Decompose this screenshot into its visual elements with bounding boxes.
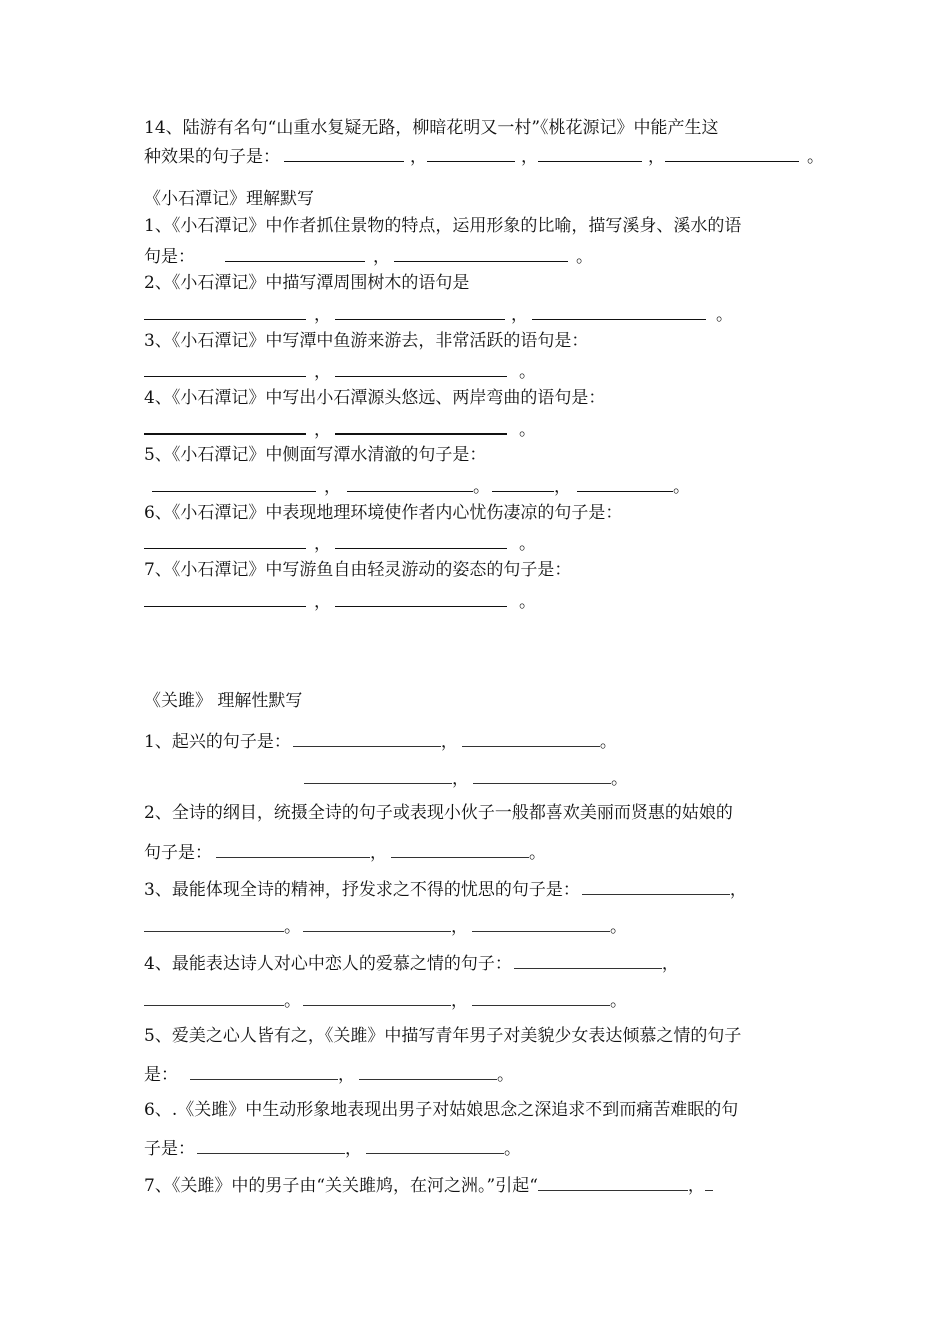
gj-q2-line1: 2、全诗的纲目，统摄全诗的句子或表现小伙子一般都喜欢美丽而贤惠的姑娘的 (144, 803, 733, 823)
xsth-q1-line1: 1、《小石潭记》中作者抓住景物的特点，运用形象的比喻，描写溪身、溪水的语 (144, 216, 742, 236)
xsth-q5-answer: ， 。 ， 。 (144, 474, 690, 498)
answer-blank[interactable] (665, 144, 799, 162)
answer-blank[interactable] (190, 1062, 338, 1080)
section-heading-guanju: 《关雎》 理解性默写 (144, 691, 303, 711)
answer-blank[interactable] (144, 914, 284, 932)
gj-q2-line2: 句子是： ， 。 (144, 840, 546, 864)
xsth-q6-answer: ， 。 (144, 531, 536, 555)
answer-blank[interactable] (538, 1173, 688, 1191)
answer-blank[interactable] (335, 359, 507, 377)
answer-blank[interactable] (394, 244, 568, 262)
answer-blank[interactable] (144, 589, 306, 607)
answer-blank[interactable] (144, 531, 306, 549)
answer-blank[interactable] (391, 840, 529, 858)
gj-q3: 3、最能体现全诗的精神，抒发求之不得的忧思的句子是： ， (144, 877, 747, 901)
answer-blank[interactable] (197, 1136, 345, 1154)
gj-q1-line2: ， 。 (144, 766, 628, 790)
answer-blank[interactable] (303, 988, 451, 1006)
xsth-q6: 6、《小石潭记》中表现地理环境使作者内心忧伤凄凉的句子是： (144, 503, 623, 523)
answer-blank[interactable] (472, 988, 610, 1006)
xsth-q5: 5、《小石潭记》中侧面写潭水清澈的句子是： (144, 445, 487, 465)
gj-q5-line2: 是： ， 。 (144, 1062, 514, 1086)
answer-blank[interactable] (538, 144, 642, 162)
gj-q3-line2: 。 ， 。 (144, 914, 627, 938)
gj-q4-line2: 。 ， 。 (144, 988, 627, 1012)
answer-blank[interactable] (427, 144, 515, 162)
answer-blank[interactable] (473, 766, 611, 784)
gj-q1: 1、起兴的句子是： ， 。 (144, 729, 617, 753)
xsth-q2-answer: ， ， 。 (144, 302, 733, 326)
answer-blank[interactable] (144, 416, 306, 435)
answer-blank[interactable] (152, 474, 316, 492)
answer-blank[interactable] (532, 302, 706, 320)
q14-line2: 种效果的句子是： ， ， ， 。 (144, 144, 824, 168)
answer-blank[interactable] (303, 914, 451, 932)
answer-blank[interactable] (472, 914, 610, 932)
answer-blank[interactable] (335, 416, 507, 435)
answer-blank[interactable] (514, 951, 662, 969)
answer-blank[interactable] (582, 877, 730, 895)
answer-blank[interactable] (335, 531, 507, 549)
xsth-q2: 2、《小石潭记》中描写潭周围树木的语句是 (144, 273, 470, 293)
answer-blank[interactable] (347, 474, 473, 492)
xsth-q4-answer: ， 。 (144, 416, 536, 441)
xsth-q4: 4、《小石潭记》中写出小石潭源头悠远、两岸弯曲的语句是： (144, 388, 606, 408)
answer-blank[interactable] (144, 302, 306, 320)
answer-blank[interactable] (144, 359, 306, 377)
xsth-q1-line2: 句是： ， 。 (144, 244, 593, 268)
answer-blank[interactable] (335, 589, 507, 607)
answer-blank[interactable] (216, 840, 370, 858)
xsth-q7-answer: ， 。 (144, 589, 536, 613)
answer-blank[interactable] (359, 1062, 497, 1080)
answer-blank[interactable] (705, 1173, 713, 1191)
answer-blank[interactable] (293, 729, 441, 747)
q14-prefix: 种效果的句子是： (144, 147, 280, 167)
xsth-q3-answer: ， 。 (144, 359, 536, 383)
answer-blank[interactable] (577, 474, 673, 492)
answer-blank[interactable] (144, 988, 284, 1006)
section-heading-xsth: 《小石潭记》理解默写 (144, 189, 314, 209)
answer-blank[interactable] (304, 766, 452, 784)
answer-blank[interactable] (462, 729, 600, 747)
xsth-q7: 7、《小石潭记》中写游鱼自由轻灵游动的姿态的句子是： (144, 560, 572, 580)
gj-q6-line1: 6、.《关雎》中生动形象地表现出男子对姑娘思念之深追求不到而痛苦难眠的句 (144, 1100, 739, 1120)
answer-blank[interactable] (492, 474, 554, 492)
q14-line1: 14、陆游有名句“山重水复疑无路，柳暗花明又一村”《桃花源记》中能产生这 (144, 118, 719, 138)
gj-q7: 7、《关雎》中的男子由“关关雎鸠，在河之洲。”引起“ ， (144, 1173, 713, 1197)
xsth-q3: 3、《小石潭记》中写潭中鱼游来游去，非常活跃的语句是： (144, 331, 589, 351)
answer-blank[interactable] (335, 302, 505, 320)
answer-blank[interactable] (284, 144, 404, 162)
answer-blank[interactable] (225, 244, 365, 262)
gj-q5-line1: 5、爱美之心人皆有之，《关雎》中描写青年男子对美貌少女表达倾慕之情的句子 (144, 1026, 742, 1046)
gj-q6-line2: 子是： ， 。 (144, 1136, 521, 1160)
answer-blank[interactable] (366, 1136, 504, 1154)
gj-q4: 4、最能表达诗人对心中恋人的爱慕之情的句子： ， (144, 951, 679, 975)
